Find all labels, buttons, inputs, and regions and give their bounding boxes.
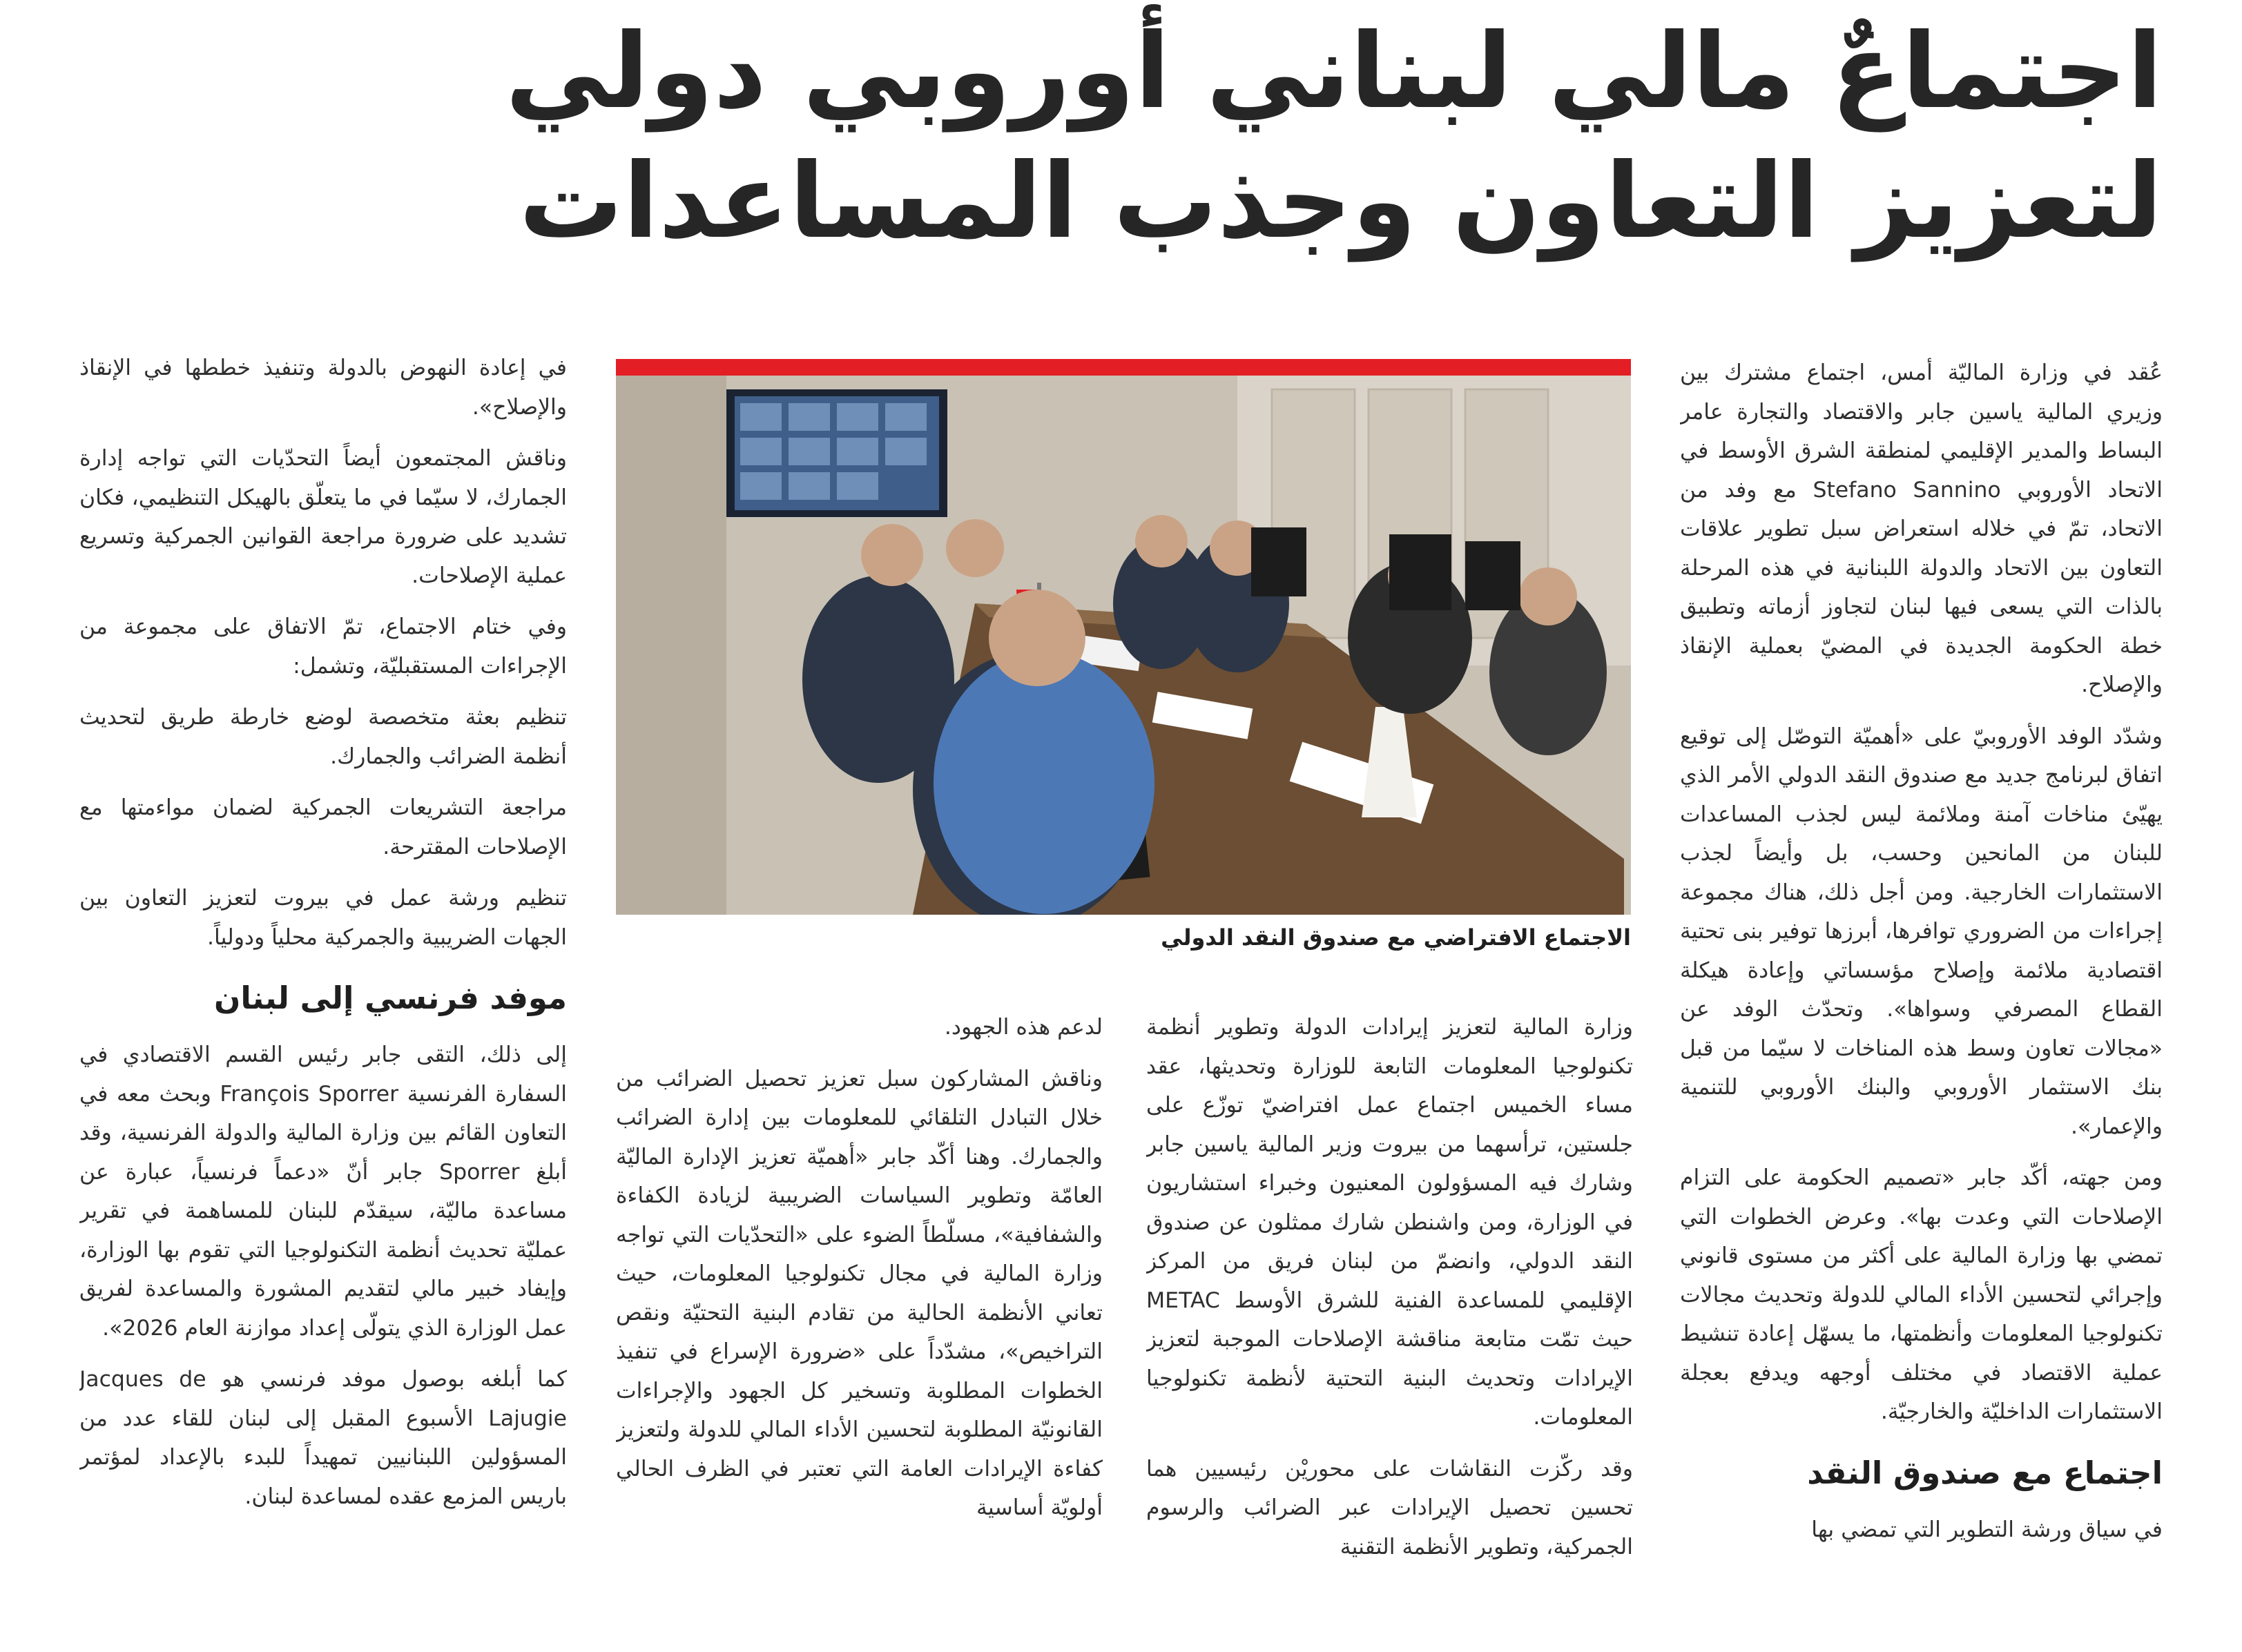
headline <box>436 7 2163 266</box>
paragraph: وناقش المجتمعون أيضاً التحدّيات التي تواجه إدارة الجمارك، لا سيّما في ما يتعلّق بالهيكل التنظيمي، فكان تشديد على ضرورة مراجعة القوانين الجمركية وتسريع عملية الإصلاحات. <box>79 446 567 588</box>
paragraph: وناقش المشاركون سبل تعزيز تحصيل الضرائب من خلال التبادل التلقائي للمعلومات بين إدارة الضرائب والجمارك. وهنا أكّد جابر «أهميّة تعزيز الإدارة الماليّة العامّة وتطوير السياسات الضريبية لزيادة الكفاءة والشفافية»، مسلّطاً الضوء على «التحدّيات التي تواجه وزارة المالية في مجال تكنولوجيا المعلومات، حيث تعاني الأنظمة الحالية من تقادم البنية التحتيّة ونقص التراخيص»، مشدّداً على «ضرورة الإسراع في تنفيذ الخطوات المطلوبة وتسخير كل الجهود والإجراءات القانونيّة المطلوبة لتحسين الأداء المالي للدولة ولتعزيز كفاءة الإيرادات العامة التي تعتبر في الظرف الحالي أولويّة أساسية <box>616 1066 1103 1520</box>
headline-line-1: اجتماعٌ مالي لبناني أوروبي دولي <box>505 12 2163 132</box>
paragraph: تنظيم بعثة متخصصة لوضع خارطة طريق لتحديث أنظمة الضرائب والجمارك. <box>79 705 567 769</box>
accent-bar <box>616 359 1631 376</box>
paragraph: كما أبلغه بوصول موفد فرنسي هو Jacques de Lajugie الأسبوع المقبل إلى لبنان للقاء عدد من المسؤولين اللبنانيين تمهيداً للبدء بالإعداد لمؤتمر باريس المزمع عقده لمساعدة لبنان. <box>79 1367 567 1509</box>
subheading-imf-meeting: اجتماع مع صندوق النقد <box>1807 1454 2163 1491</box>
article-column-1 <box>1680 353 2163 1617</box>
article-column-3 <box>616 1008 1103 1615</box>
article-column-2 <box>1146 1008 1633 1615</box>
paragraph: مراجعة التشريعات الجمركية لضمان مواءمتها مع الإصلاحات المقترحة. <box>79 795 567 859</box>
headline-line-2: لتعزيز التعاون وجذب المساعدات <box>519 142 2163 262</box>
news-photo <box>616 359 1631 915</box>
paragraph: في سياق ورشة التطوير التي تمضي بها <box>1811 1517 2163 1542</box>
article-column-4 <box>79 349 567 1619</box>
paragraph: وقد ركّزت النقاشات على محوريْن رئيسيين هما تحسين تحصيل الإيرادات عبر الضرائب والرسوم الجمركية، وتطوير الأنظمة التقنية <box>1146 1456 1633 1559</box>
paragraph: عُقد في وزارة الماليّة أمس، اجتماع مشترك بين وزيري المالية ياسين جابر والاقتصاد والتجارة عامر البساط والمدير الإقليمي لمنطقة الشرق الأوسط في الاتحاد الأوروبي Stefano Sannino مع وفد من الاتحاد، تمّ في خلاله استعراض سبل تطوير علاقات التعاون بين الاتحاد والدولة اللبنانية في هذه المرحلة بالذات التي يسعى فيها لبنان لتجاوز أزماته وتطبيق خطة الحكومة الجديدة في المضيّ بعملية الإنقاذ والإصلاح. <box>1680 360 2163 697</box>
paragraph: وزارة المالية لتعزيز إيرادات الدولة وتطوير أنظمة تكنولوجيا المعلومات التابعة للوزارة وتحديثها، عقد مساء الخميس اجتماع عمل افتراضيّ توزّع على جلستين، ترأسهما من بيروت وزير المالية ياسين جابر وشارك فيه المسؤولون المعنيون وخبراء استشاريون في الوزارة، ومن واشنطن شارك ممثلون عن صندوق النقد الدولي، وانضمّ من لبنان فريق من المركز الإقليمي للمساعدة الفنية للشرق الأوسط METAC حيث تمّت متابعة مناقشة الإصلاحات الموجبة لتعزيز الإيرادات وتحديث البنية التحتية لأنظمة تكنولوجيا المعلومات. <box>1146 1015 1633 1430</box>
paragraph: لدعم هذه الجهود. <box>944 1015 1103 1040</box>
paragraph: تنظيم ورشة عمل في بيروت لتعزيز التعاون بين الجهات الضريبية والجمركية محلياً ودولياً. <box>79 886 567 950</box>
paragraph: في إعادة النهوض بالدولة وتنفيذ خططها في الإنقاذ والإصلاح». <box>79 356 567 420</box>
photo-caption: الاجتماع الافتراضي مع صندوق النقد الدولي <box>1161 924 1631 951</box>
paragraph: إلى ذلك، التقى جابر رئيس القسم الاقتصادي في السفارة الفرنسية François Sporrer وبحث معه في التعاون القائم بين وزارة المالية والدولة الفرنسية، وقد أبلغ Sporrer جابر أنّ «دعماً فرنسياً، عبارة عن مساعدة ماليّة، سيقدّم للبنان للمساهمة في تقرير عمليّة تحديث أنظمة التكنولوجيا التي تقوم بها الوزارة، وإيفاد خبير مالي لتقديم المشورة والمساعدة لفريق عمل الوزارة الذي يتولّى إعداد موازنة العام 2026». <box>79 1042 567 1341</box>
meeting-room-illustration <box>616 376 1631 915</box>
paragraph: ومن جهته، أكّد جابر «تصميم الحكومة على التزام الإصلاحات التي وعدت بها». وعرض الخطوات التي تمضي بها وزارة المالية على أكثر من مستوى قانوني وإجرائي لتحسين الأداء المالي للدولة وتحديث مجالات تكنولوجيا المعلومات وأنظمتها، ما يسهّل إعادة تنشيط عملية الاقتصاد في مختلف أوجهه ويدفع بعجلة الاستثمارات الداخليّة والخارجيّة. <box>1680 1165 2163 1424</box>
meeting-photo-image <box>616 376 1631 915</box>
paragraph: وفي ختام الاجتماع، تمّ الاتفاق على مجموعة من الإجراءات المستقبليّة، وتشمل: <box>79 614 567 679</box>
subheading-french-envoy: موفد فرنسي إلى لبنان <box>214 980 567 1016</box>
paragraph: وشدّد الوفد الأوروبيّ على «أهميّة التوصّل إلى توقيع اتفاق لبرنامج جديد مع صندوق النقد الدولي الأمر الذي يهيّئ مناخات آمنة وملائمة ليس لجذب المساعدات للبنان من المانحين وحسب، بل وأيضاً لجذب الاستثمارات الخارجية. ومن أجل ذلك، هناك مجموعة إجراءات من الضروري توافرها، أبرزها توفير بنى تحتية اقتصادية ملائمة وإصلاح مؤسساتي وإعادة هيكلة القطاع المصرفي وسواها». وتحدّث الوفد عن «مجالات تعاون وسط هذه المناخات لا سيّما من قبل بنك الاستثمار الأوروبي والبنك الأوروبي للتنمية والإعمار». <box>1680 723 2163 1139</box>
